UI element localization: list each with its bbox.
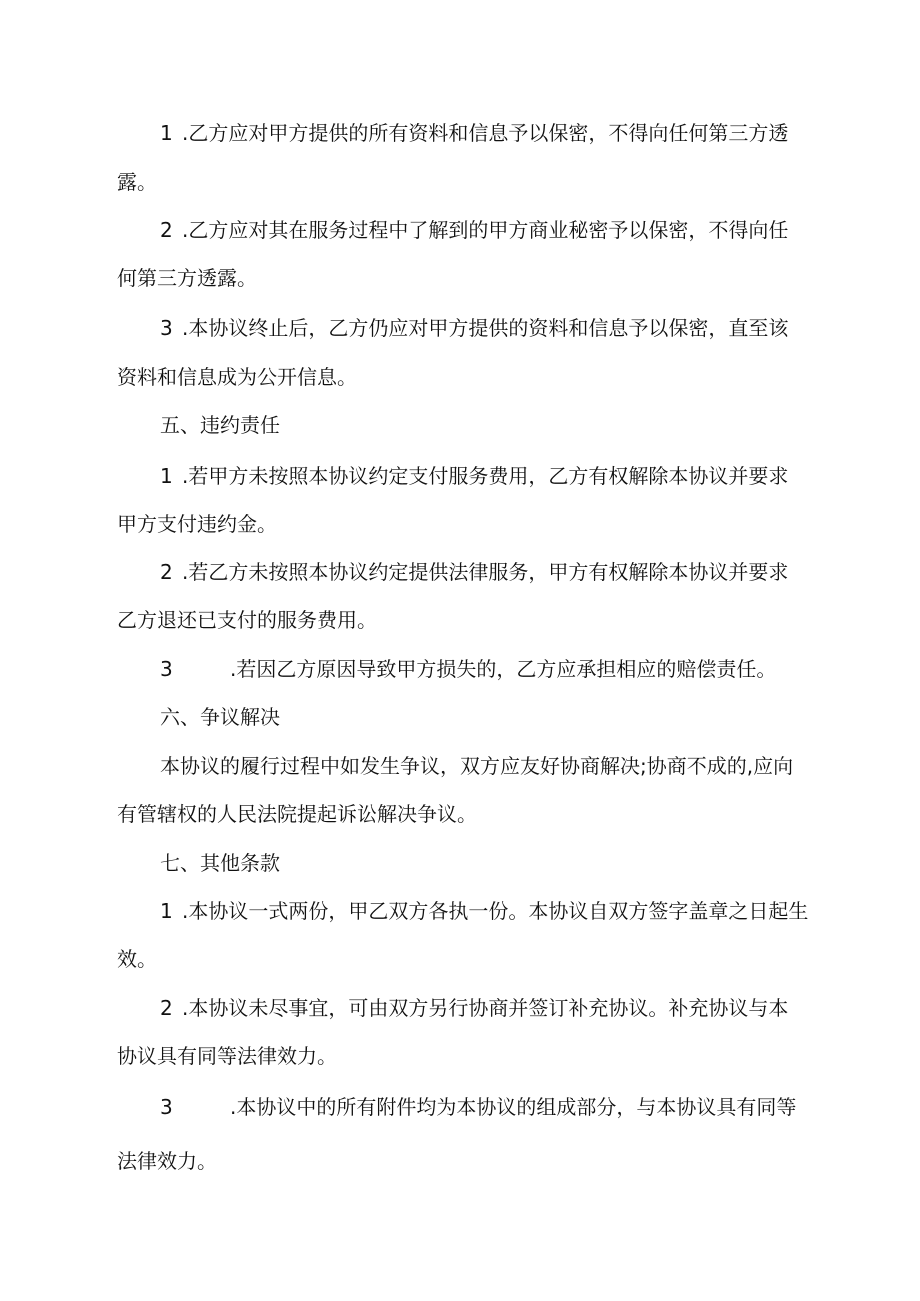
breach-item-2 [160,562,850,582]
item-number: 1 [160,464,173,488]
other-item-1-cont: 效。 [117,947,157,971]
item-text: .乙方应对甲方提供的所有资料和信息予以保密，不得向任何第三方透 [182,121,789,145]
item-number: 3 [160,1095,173,1119]
item-number: 2 [160,218,173,242]
item-text: .本协议一式两份，甲乙双方各执一份。本协议自双方签字盖章之日起生 [182,899,809,923]
dispute-text-cont: 有管辖权的人民法院提起诉讼解决争议。 [117,802,477,826]
item-text: .乙方应对其在服务过程中了解到的甲方商业秘密予以保密，不得向任 [182,218,789,242]
breach-item-3 [160,659,850,679]
section-heading-dispute: 六、争议解决 [160,705,280,729]
item-number: 2 [160,560,173,584]
breach-item-1-cont: 甲方支付违约金。 [117,512,277,536]
item-number: 1 [160,121,173,145]
item-number: 3 [160,657,173,681]
item-text: .本协议未尽事宜，可由双方另行协商并签订补充协议。补充协议与本 [182,996,789,1020]
confidentiality-item-2-cont: 何第三方透露。 [117,266,257,290]
section-heading-other: 七、其他条款 [160,851,280,875]
item-number: 2 [160,996,173,1020]
item-text: .若甲方未按照本协议约定支付服务费用，乙方有权解除本协议并要求 [182,464,789,488]
confidentiality-item-1-cont: 露。 [117,170,157,194]
confidentiality-item-3-cont: 资料和信息成为公开信息。 [117,365,357,389]
confidentiality-item-1 [160,123,850,143]
dispute-text: 本协议的履行过程中如发生争议，双方应友好协商解决;协商不成的,应向 [160,754,794,778]
section-heading-breach: 五、违约责任 [160,413,280,437]
item-text: .若因乙方原因导致甲方损失的，乙方应承担相应的赔偿责任。 [230,657,777,681]
item-text: .若乙方未按照本协议约定提供法律服务，甲方有权解除本协议并要求 [182,560,789,584]
item-text: .本协议终止后，乙方仍应对甲方提供的资料和信息予以保密，直至该 [182,316,789,340]
other-item-3-cont: 法律效力。 [117,1149,217,1173]
other-item-1 [160,901,850,921]
other-item-2-cont: 协议具有同等法律效力。 [117,1044,337,1068]
other-item-2 [160,998,850,1018]
confidentiality-item-3 [160,318,850,338]
breach-item-2-cont: 乙方退还已支付的服务费用。 [117,608,377,632]
item-number: 3 [160,316,173,340]
other-item-3 [160,1097,850,1117]
item-number: 1 [160,899,173,923]
confidentiality-item-2 [160,220,850,240]
breach-item-1 [160,466,850,486]
item-text: .本协议中的所有附件均为本协议的组成部分，与本协议具有同等 [230,1095,797,1119]
